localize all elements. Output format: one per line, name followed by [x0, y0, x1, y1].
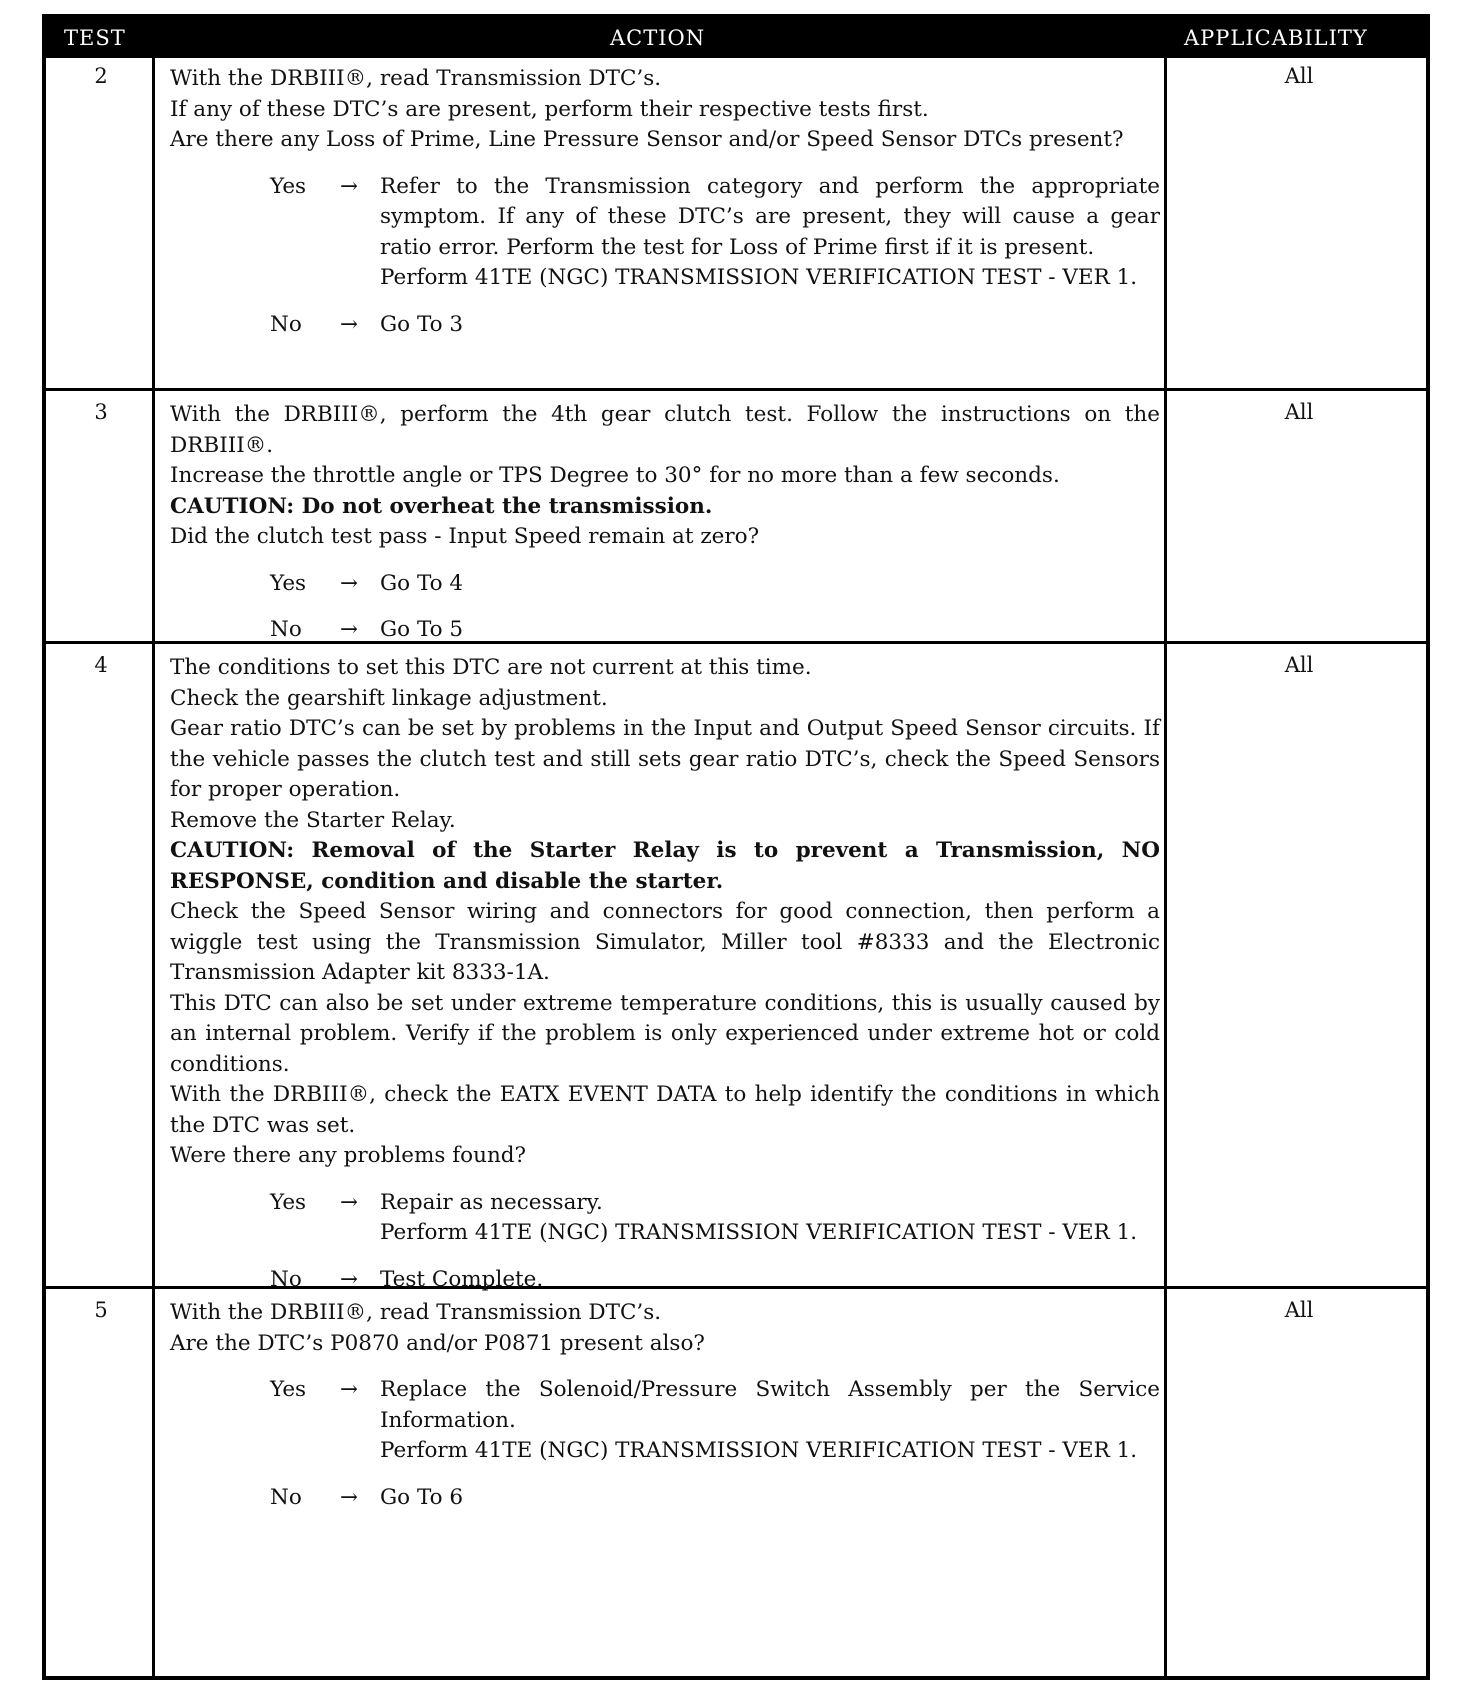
action-text: The conditions to set this DTC are not current at this time.	[170, 655, 812, 680]
row-divider	[46, 388, 1426, 391]
arrow-icon: →	[340, 1377, 359, 1402]
no-branch	[170, 1483, 1160, 1514]
action-cell	[170, 64, 1160, 340]
yes-text: Refer to the Transmission category and perform the appropriate symptom. If any of these DTC’s are present, they will cause a gear ratio error. Perform the test for Loss of Prime first if it is present.	[380, 173, 1160, 260]
yes-text: Perform 41TE (NGC) TRANSMISSION VERIFICATION TEST - VER 1.	[380, 265, 1138, 290]
yes-text: Replace the Solenoid/Pressure Switch Assembly per the Service Information.	[380, 1377, 1160, 1433]
yes-text: Go To 4	[380, 570, 464, 596]
no-label: No	[270, 1484, 302, 1510]
action-cell	[170, 653, 1160, 1295]
applicability-cell: All	[1284, 1298, 1314, 1322]
test-number: 4	[94, 653, 108, 677]
arrow-icon: →	[340, 1484, 359, 1510]
applicability-cell: All	[1284, 64, 1314, 88]
diagnostic-table	[42, 14, 1430, 1680]
no-branch	[170, 310, 1160, 341]
arrow-icon: →	[340, 1189, 359, 1215]
header-test: TEST	[64, 26, 126, 50]
arrow-icon: →	[340, 570, 359, 596]
header-action: ACTION	[610, 26, 706, 50]
column-divider	[1164, 58, 1167, 1676]
applicability-cell: All	[1284, 653, 1314, 677]
no-text: Go To 6	[380, 1484, 464, 1510]
action-text: Check the gearshift linkage adjustment.	[170, 685, 608, 711]
yes-label: Yes	[270, 173, 307, 199]
test-number: 3	[94, 400, 108, 424]
yes-branch	[170, 1188, 1160, 1249]
no-label: No	[270, 1266, 302, 1292]
action-text: With the DRBIII®, read Transmission DTC’s.	[170, 1300, 662, 1325]
action-question: Are there any Loss of Prime, Line Pressure Sensor and/or Speed Sensor DTCs present?	[170, 127, 1124, 152]
yes-text: Perform 41TE (NGC) TRANSMISSION VERIFICATION TEST - VER 1.	[380, 1438, 1138, 1463]
no-label: No	[270, 311, 302, 337]
yes-label: Yes	[270, 1377, 307, 1402]
caution-text: CAUTION: Do not overheat the transmission.	[170, 493, 713, 519]
yes-text: Perform 41TE (NGC) TRANSMISSION VERIFICATION TEST - VER 1.	[380, 1220, 1138, 1245]
action-question: Did the clutch test pass - Input Speed remain at zero?	[170, 524, 760, 549]
action-text: If any of these DTC’s are present, perform their respective tests first.	[170, 96, 929, 122]
test-number: 5	[94, 1298, 108, 1322]
action-text: With the DRBIII®, read Transmission DTC’s.	[170, 66, 662, 91]
no-text: Go To 5	[380, 617, 464, 642]
action-text: Check the Speed Sensor wiring and connectors for good connection, then perform a wiggle test using the Transmission Simulator, Miller tool #8333 and the Electronic Transmission Adapter kit 8333-1A.	[170, 899, 1160, 985]
yes-label: Yes	[270, 570, 307, 596]
yes-text: Repair as necessary.	[380, 1189, 603, 1215]
table-header	[46, 18, 1426, 58]
action-text: Gear ratio DTC’s can be set by problems in the Input and Output Speed Sensor circuits. If the vehicle passes the clutch test and still sets gear ratio DTC’s, check the Speed Sensors for proper operation.	[170, 716, 1160, 802]
action-text: With the DRBIII®, check the EATX EVENT DATA to help identify the conditions in which the DTC was set.	[170, 1082, 1160, 1138]
no-label: No	[270, 617, 302, 642]
yes-branch	[170, 569, 1160, 600]
action-question: Were there any problems found?	[170, 1143, 527, 1168]
arrow-icon: →	[340, 173, 359, 199]
yes-label: Yes	[270, 1189, 307, 1215]
yes-branch	[170, 172, 1160, 294]
header-applicability: APPLICABILITY	[1184, 26, 1368, 50]
arrow-icon: →	[340, 311, 359, 337]
action-text: Remove the Starter Relay.	[170, 807, 456, 833]
action-text: Increase the throttle angle or TPS Degree to 30° for no more than a few seconds.	[170, 463, 1060, 488]
yes-branch	[170, 1375, 1160, 1467]
action-question: Are the DTC’s P0870 and/or P0871 present also?	[170, 1330, 705, 1356]
no-text: Test Complete.	[380, 1266, 544, 1292]
no-branch	[170, 1265, 1160, 1296]
test-number: 2	[94, 64, 108, 88]
no-text: Go To 3	[380, 311, 464, 337]
action-cell	[170, 1298, 1160, 1513]
caution-text: CAUTION: Removal of the Starter Relay is to prevent a Transmission, NO RESPONSE, condition and disable the starter.	[170, 838, 1160, 894]
action-text: This DTC can also be set under extreme temperature conditions, this is usually caused by an internal problem. Verify if the problem is only experienced under extreme hot or cold conditions.	[170, 990, 1160, 1077]
arrow-icon: →	[340, 1266, 359, 1292]
applicability-cell: All	[1284, 400, 1314, 424]
no-branch	[170, 615, 1160, 646]
arrow-icon: →	[340, 617, 359, 642]
action-cell	[170, 400, 1160, 646]
column-divider	[152, 58, 155, 1676]
action-text: With the DRBIII®, perform the 4th gear clutch test. Follow the instructions on the DRBIII®.	[170, 402, 1160, 458]
